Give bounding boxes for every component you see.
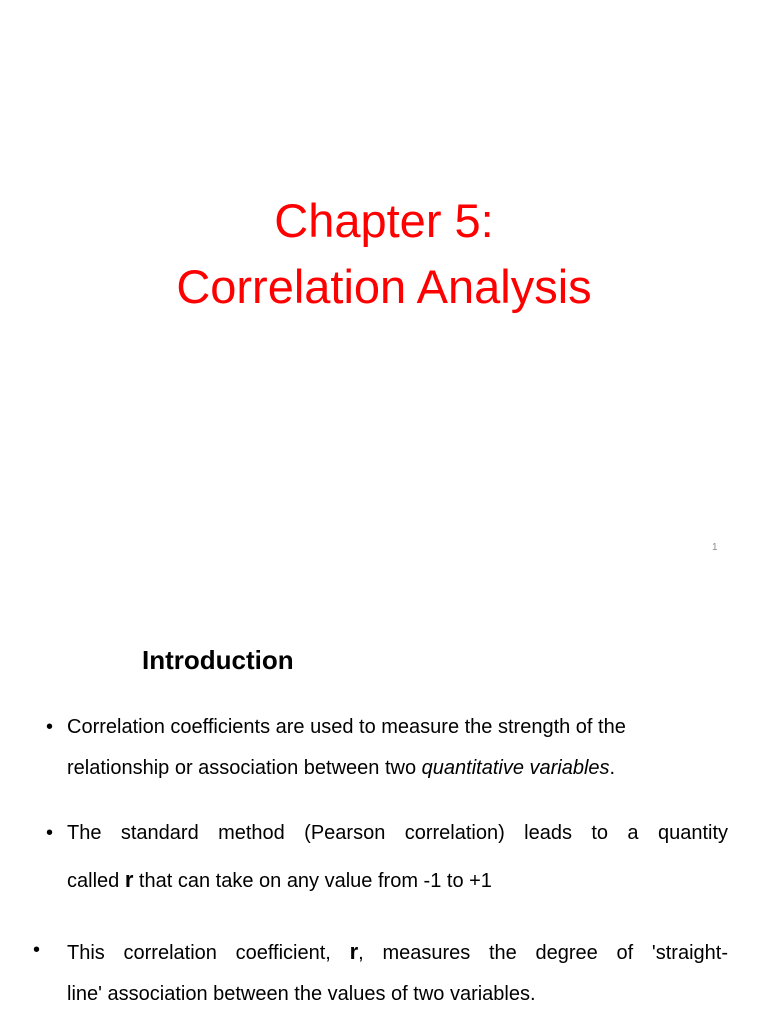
bullet-3-bold-r: r <box>349 939 359 964</box>
bullet-icon: • <box>33 939 41 961</box>
bullet-1-text: relationship or association between two <box>67 757 422 779</box>
bullet-2-line-1: The standard method (Pearson correlation) leads to a quantity <box>67 822 728 844</box>
chapter-subtitle: Correlation Analysis <box>176 260 592 313</box>
bullet-3-text: This correlation coefficient, <box>67 942 350 964</box>
slide-page-number: 1 <box>712 542 718 553</box>
bullet-1-line-2 <box>67 757 615 780</box>
bullet-3-line-2: line' association between the values of two variables. <box>67 983 536 1005</box>
chapter-title: Chapter 5: <box>274 194 494 247</box>
bullet-1-period: . <box>609 757 616 779</box>
bullet-2-text-end: that can take on any value from -1 to +1 <box>133 870 492 892</box>
bullet-2-text: called <box>67 870 125 892</box>
bullet-1-italic-term: quantitative variables <box>421 757 610 779</box>
bullet-2-line-2 <box>67 867 492 893</box>
bullet-icon: • <box>46 716 54 738</box>
bullet-icon: • <box>46 822 54 844</box>
bullet-1-line-1: Correlation coefficients are used to measure the strength of the <box>67 716 626 738</box>
introduction-slide <box>0 580 768 1024</box>
section-heading: Introduction <box>142 645 294 675</box>
bullet-3-text-end: , measures the degree of 'straight- <box>358 942 728 964</box>
bullet-3-line-1 <box>67 939 728 965</box>
bullet-2-bold-r: r <box>124 867 134 892</box>
